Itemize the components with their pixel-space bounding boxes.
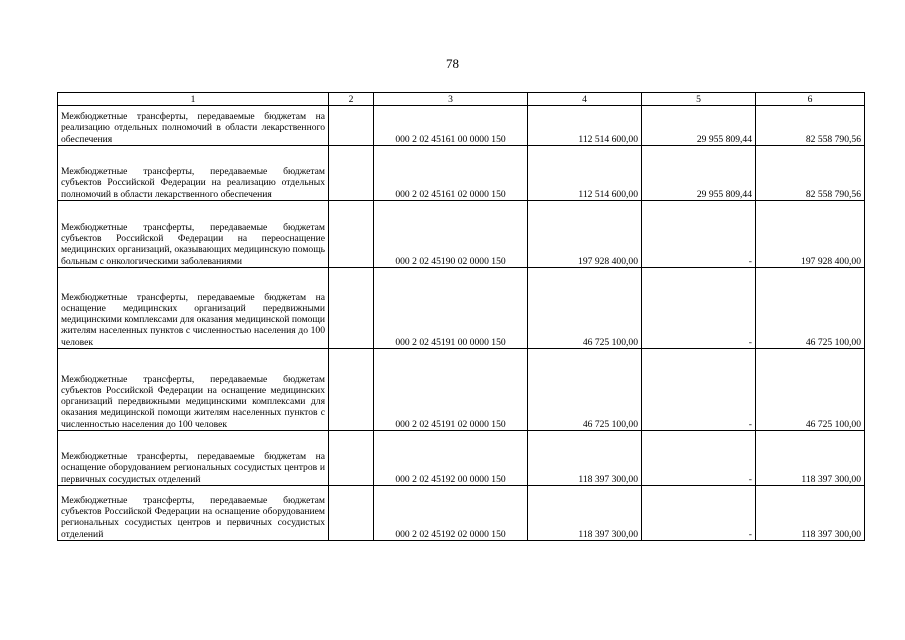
- row-code: 000 2 02 45192 00 0000 150: [374, 431, 528, 486]
- row-col5-amount: 29 955 809,44: [642, 146, 756, 201]
- row-col5-amount: 29 955 809,44: [642, 106, 756, 146]
- table-row: [58, 201, 865, 268]
- row-description: Межбюджетные трансферты, передаваемые бюджетам субъектов Российской Федерации на оснащение медицинских организаций передвижными медицинскими комплексами для оказания медицинской помощи жителям населенных пунктов с численностью населения до 100 человек: [58, 349, 329, 431]
- row-col6-amount: 197 928 400,00: [756, 201, 865, 268]
- row-col2: [329, 431, 374, 486]
- row-col6-amount: 46 725 100,00: [756, 349, 865, 431]
- table-row: [58, 268, 865, 349]
- row-col6-amount: 82 558 790,56: [756, 106, 865, 146]
- table-row: [58, 146, 865, 201]
- column-header-4: 4: [528, 93, 642, 106]
- row-col4-amount: 197 928 400,00: [528, 201, 642, 268]
- row-col6-amount: 82 558 790,56: [756, 146, 865, 201]
- row-col2: [329, 201, 374, 268]
- row-code: 000 2 02 45192 02 0000 150: [374, 486, 528, 541]
- row-description: Межбюджетные трансферты, передаваемые бюджетам на оснащение медицинских организаций передвижными медицинскими комплексами для оказания медицинской помощи жителям населенных пунктов с численностью населения до 100 человек: [58, 268, 329, 349]
- row-col4-amount: 118 397 300,00: [528, 486, 642, 541]
- column-header-1: 1: [58, 93, 329, 106]
- row-col5-amount: -: [642, 268, 756, 349]
- table-row: [58, 106, 865, 146]
- budget-table: [57, 92, 865, 541]
- row-description: Межбюджетные трансферты, передаваемые бюджетам субъектов Российской Федерации на оснащение оборудованием региональных сосудистых центров и первичных сосудистых отделений: [58, 486, 329, 541]
- row-col4-amount: 46 725 100,00: [528, 349, 642, 431]
- row-code: 000 2 02 45190 02 0000 150: [374, 201, 528, 268]
- column-header-6: 6: [756, 93, 865, 106]
- row-col4-amount: 46 725 100,00: [528, 268, 642, 349]
- row-col4-amount: 112 514 600,00: [528, 146, 642, 201]
- row-col6-amount: 118 397 300,00: [756, 431, 865, 486]
- page-number: 78: [446, 56, 459, 71]
- row-col2: [329, 268, 374, 349]
- table-row: [58, 431, 865, 486]
- row-col6-amount: 118 397 300,00: [756, 486, 865, 541]
- row-col2: [329, 106, 374, 146]
- table-row: [58, 349, 865, 431]
- row-code: 000 2 02 45191 00 0000 150: [374, 268, 528, 349]
- row-col6-amount: 46 725 100,00: [756, 268, 865, 349]
- column-header-2: 2: [329, 93, 374, 106]
- row-col4-amount: 112 514 600,00: [528, 106, 642, 146]
- row-description: Межбюджетные трансферты, передаваемые бюджетам на реализацию отдельных полномочий в области лекарственного обеспечения: [58, 106, 329, 146]
- row-col2: [329, 146, 374, 201]
- row-description: Межбюджетные трансферты, передаваемые бюджетам на оснащение оборудованием региональных сосудистых центров и первичных сосудистых отделений: [58, 431, 329, 486]
- row-description: Межбюджетные трансферты, передаваемые бюджетам субъектов Российской Федерации на реализацию отдельных полномочий в области лекарственного обеспечения: [58, 146, 329, 201]
- row-col5-amount: -: [642, 486, 756, 541]
- row-col5-amount: -: [642, 349, 756, 431]
- row-code: 000 2 02 45191 02 0000 150: [374, 349, 528, 431]
- row-col5-amount: -: [642, 431, 756, 486]
- column-header-5: 5: [642, 93, 756, 106]
- row-col5-amount: -: [642, 201, 756, 268]
- row-col4-amount: 118 397 300,00: [528, 431, 642, 486]
- row-code: 000 2 02 45161 00 0000 150: [374, 106, 528, 146]
- column-header-3: 3: [374, 93, 528, 106]
- table-row: [58, 486, 865, 541]
- row-col2: [329, 486, 374, 541]
- row-col2: [329, 349, 374, 431]
- header-row: [58, 93, 865, 106]
- row-description: Межбюджетные трансферты, передаваемые бюджетам субъектов Российской Федерации на переоснащение медицинских организаций, оказывающих медицинскую помощь больным с онкологическими заболеваниями: [58, 201, 329, 268]
- row-code: 000 2 02 45161 02 0000 150: [374, 146, 528, 201]
